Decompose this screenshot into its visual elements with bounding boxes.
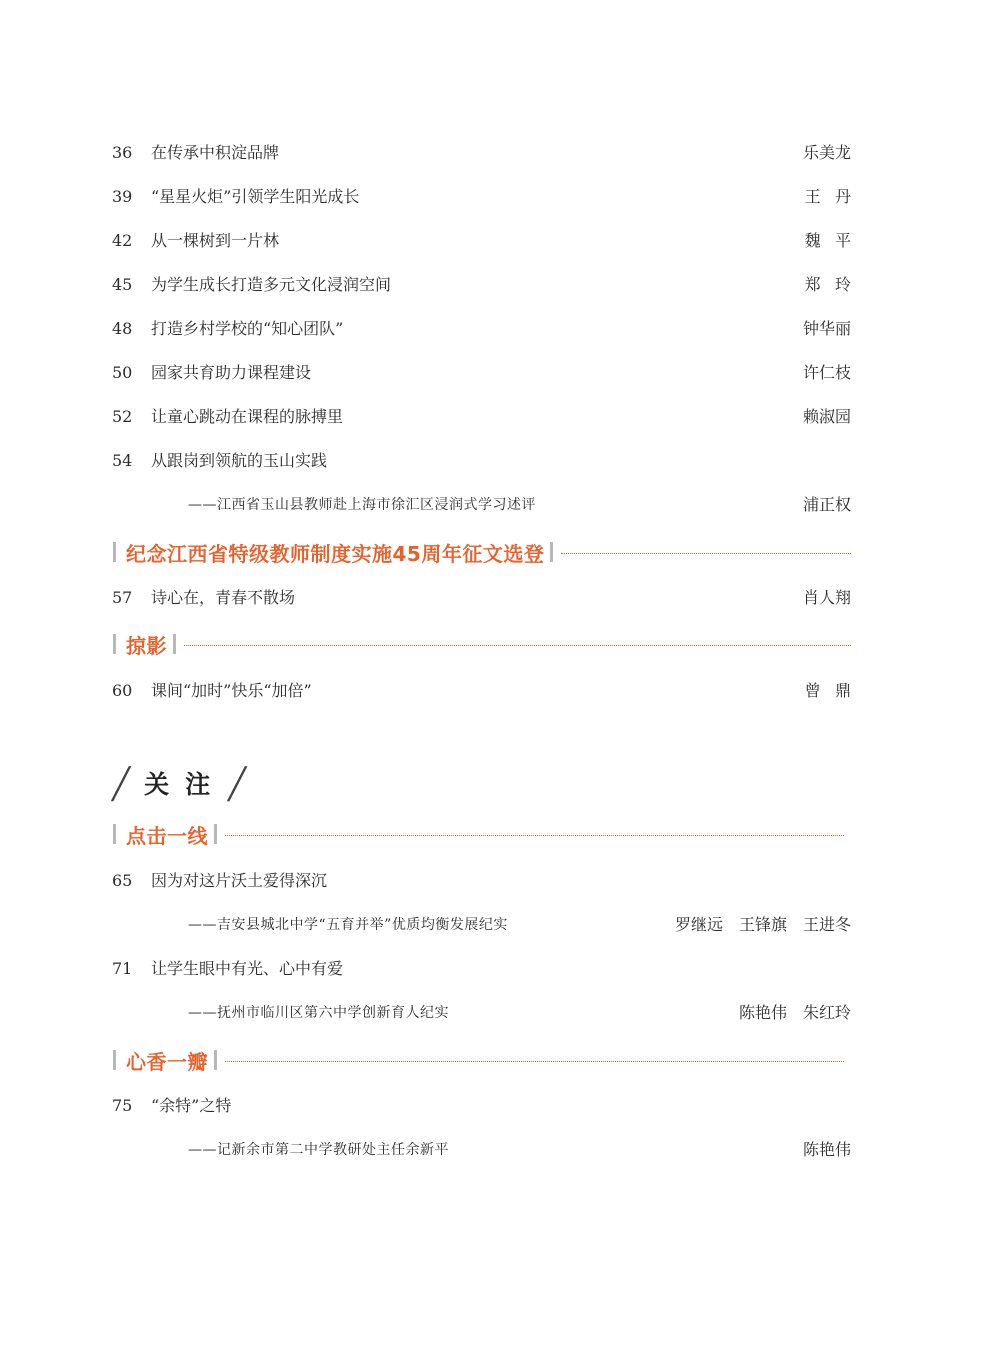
dotted-rule xyxy=(561,553,851,554)
page-number: 71 xyxy=(112,959,133,978)
column-heading-guanzhu xyxy=(112,765,246,805)
entry-title: 让学生眼中有光、心中有爱 xyxy=(151,959,344,978)
entry-title: 诗心在，青春不散场 xyxy=(151,588,296,607)
section-bar-right xyxy=(173,634,176,654)
page-number: 54 xyxy=(112,451,133,470)
entry-author: 许仁枝 xyxy=(802,363,851,382)
section-bar-right xyxy=(214,1050,217,1070)
section-title: 点击一线 xyxy=(126,823,208,848)
entry-author: 曾鼎 xyxy=(804,681,866,700)
page-number: 39 xyxy=(112,187,133,206)
entry-subtitle: ——抚州市临川区第六中学创新育人纪实 xyxy=(188,1005,449,1021)
page-number: 36 xyxy=(112,143,133,162)
slash-left: ╱ xyxy=(112,767,131,802)
entry-author: 乐美龙 xyxy=(802,143,851,162)
entry-title: 让童心跳动在课程的脉搏里 xyxy=(151,407,344,426)
section-bar-right xyxy=(214,824,217,844)
entry-title: 从一棵树到一片林 xyxy=(151,231,280,250)
section-title: 心香一瓣 xyxy=(126,1049,208,1074)
section-bar-right xyxy=(550,542,553,562)
entry-title: 因为对这片沃土爱得深沉 xyxy=(151,871,328,890)
entry-subtitle: ——吉安县城北中学“五育并举”优质均衡发展纪实 xyxy=(188,917,508,933)
entry-title: 园家共育助力课程建设 xyxy=(151,363,312,382)
page-number: 42 xyxy=(112,231,133,250)
page-number: 57 xyxy=(112,588,133,607)
dotted-rule xyxy=(225,1061,844,1062)
page-number: 48 xyxy=(112,319,133,338)
entry-subtitle: ——江西省玉山县教师赴上海市徐汇区浸润式学习述评 xyxy=(188,497,536,513)
entry-author: 陈艳伟 xyxy=(802,1140,851,1159)
entry-author: 魏平 xyxy=(804,231,866,250)
page-number: 65 xyxy=(112,871,133,890)
page-number: 50 xyxy=(112,363,133,382)
entry-author: 陈艳伟 朱红玲 xyxy=(738,1003,851,1022)
section-title: 掠影 xyxy=(126,633,167,658)
entry-author: 钟华丽 xyxy=(802,319,851,338)
dotted-rule xyxy=(184,645,851,646)
entry-title: 在传承中积淀品牌 xyxy=(151,143,280,162)
section-header-frontline xyxy=(113,821,844,847)
page-number: 52 xyxy=(112,407,133,426)
entry-title: “余特”之特 xyxy=(151,1096,232,1115)
entry-author: 赖淑园 xyxy=(802,407,851,426)
dotted-rule xyxy=(225,835,844,836)
entry-subtitle: ——记新余市第二中学教研处主任余新平 xyxy=(188,1142,449,1158)
page-number: 45 xyxy=(112,275,133,294)
slash-right: ╱ xyxy=(228,767,247,802)
page-number: 60 xyxy=(112,681,133,700)
entry-title: 从跟岗到领航的玉山实践 xyxy=(151,451,328,470)
entry-title: 课间“加时”快乐“加倍” xyxy=(151,681,312,700)
entry-author: 王丹 xyxy=(804,187,866,206)
section-header-heart xyxy=(113,1047,844,1073)
column-title: 关注 xyxy=(144,770,227,799)
entry-title: 为学生成长打造多元文化浸润空间 xyxy=(151,275,392,294)
entry-author: 浦正权 xyxy=(802,495,851,514)
section-header-anniversary xyxy=(113,539,851,565)
page-number: 75 xyxy=(112,1096,133,1115)
entry-author: 罗继远 王锋旗 王进冬 xyxy=(674,915,851,934)
section-header-snapshots xyxy=(113,631,851,657)
entry-title: 打造乡村学校的“知心团队” xyxy=(151,319,344,338)
entry-author: 郑玲 xyxy=(804,275,866,294)
entry-title: “星星火炬”引领学生阳光成长 xyxy=(151,187,360,206)
section-title: 纪念江西省特级教师制度实施45周年征文选登 xyxy=(126,541,545,566)
entry-author: 肖人翔 xyxy=(802,588,851,607)
